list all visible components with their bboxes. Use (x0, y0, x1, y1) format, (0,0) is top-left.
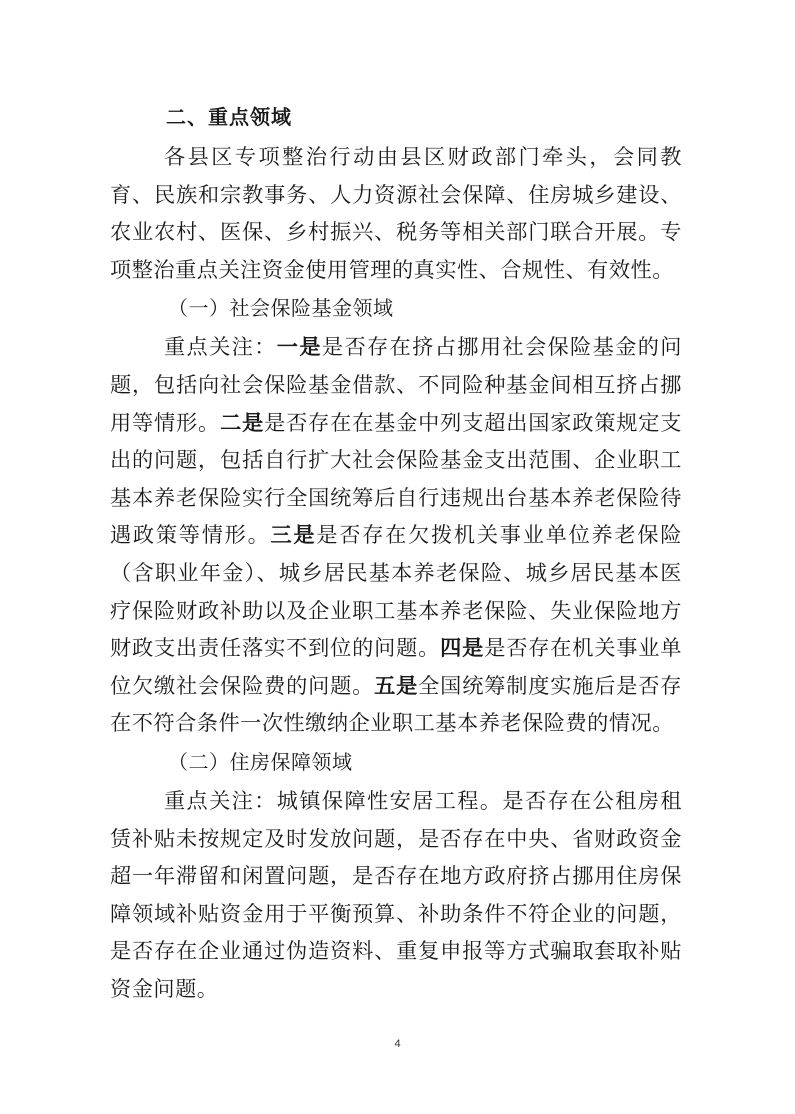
subsection-title-housing: （二）住房保障领域 (168, 749, 353, 774)
social-insurance-paragraph (110, 328, 682, 742)
item-text-3: 是否存在欠拨机关事业单位养老保险（含职业年金）、城乡居民基本养老保险、城乡居民基本医疗保险财政补助以及企业职工基本养老保险、失业保险地方财政支出责任落实不到位的问题。 (110, 522, 682, 661)
item-text-5: 全国统筹制度实施后是否存在不符合条件一次性缴纳企业职工基本养老保险费的情况。 (110, 672, 682, 736)
item-marker-5: 五是 (374, 672, 419, 698)
item-text-4: 是否存在机关事业单位欠缴社会保险费的问题。 (110, 635, 682, 698)
page-body (110, 96, 682, 1007)
item-text-2: 是否存在在基金中列支超出国家政策规定支出的问题，包括自行扩大社会保险基金支出范围、企业职工基本养老保险实行全国统筹后自行违规出台基本养老保险待遇政策等情形。 (110, 409, 682, 548)
intro-paragraph: 各县区专项整治行动由县区财政部门牵头，会同教育、民族和宗教事务、人力资源社会保障、住房城乡建设、农业农村、医保、乡村振兴、税务等相关部门联合开展。专项整治重点关注资金使用管理的真实性、合规性、有效性。 (110, 144, 682, 282)
housing-paragraph: 重点关注：城镇保障性安居工程。是否存在公租房租赁补贴未按规定及时发放问题，是否存在中央、省财政资金超一年滞留和闲置问题，是否存在地方政府挤占挪用住房保障领域补贴资金用于平衡预算、补助条件不符企业的问题，是否存在企业通过伪造资料、重复申报等方式骗取套取补贴资金问题。 (110, 787, 682, 1001)
section-heading: 二、重点领域 (166, 105, 292, 129)
subsection-title-social-insurance: （一）社会保险基金领域 (168, 296, 394, 321)
item-marker-2: 二是 (220, 409, 265, 435)
item-text-1: 是否存在挤占挪用社会保险基金的问题，包括向社会保险基金借款、不同险种基金间相互挤占挪用等情形。 (110, 334, 682, 435)
item-marker-3: 三是 (270, 522, 317, 548)
focus-lead: 重点关注： (164, 334, 277, 360)
item-marker-1: 一是 (276, 334, 322, 360)
item-marker-4: 四是 (440, 635, 485, 661)
page-number: 4 (394, 1038, 401, 1050)
